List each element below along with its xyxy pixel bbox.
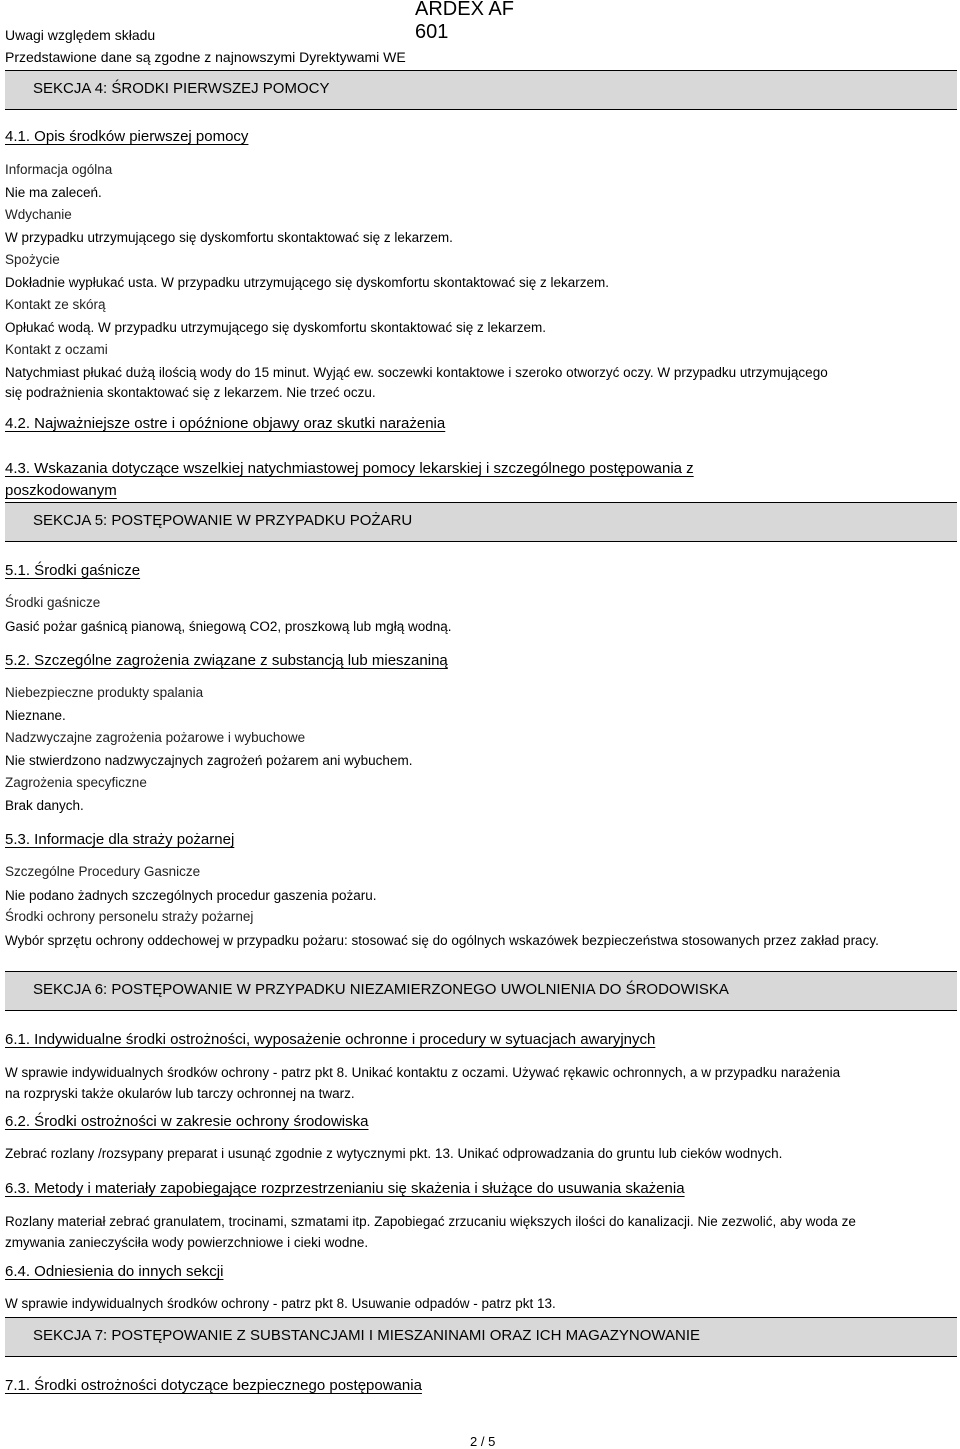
label-general: Informacja ogólna: [5, 162, 113, 177]
header-line-2: Przedstawione dane są zgodne z najnowszymi Dyrektywami WE: [5, 49, 406, 65]
heading-4-3-line-2: poszkodowanym: [5, 482, 117, 499]
label-firefighting-procedures: Szczególne Procedury Gasnicze: [5, 864, 201, 879]
page-number: 2 / 5: [470, 1434, 496, 1449]
text-inhalation: W przypadku utrzymującego się dyskomfortu skontaktować się z lekarzem.: [5, 230, 453, 245]
header-left: [5, 24, 406, 68]
text-eye-contact-1: Natychmiast płukać dużą ilością wody do 15 minut. Wyjąć ew. soczewki kontaktowe i szeroko otworzyć oczy. W przypadku utrzymującego: [5, 365, 828, 380]
heading-4-3-line-1: 4.3. Wskazania dotyczące wszelkiej natychmiastowej pomocy lekarskiej i szczególnego postępowania z: [5, 460, 694, 477]
heading-5-2: 5.2. Szczególne zagrożenia związane z substancją lub mieszaniną: [5, 652, 448, 669]
section-5-band: [5, 502, 957, 542]
text-6-2: Zebrać rozlany /rozsypany preparat i usunąć zgodnie z wytycznymi pkt. 13. Unikać odprowadzania do gruntu lub cieków wodnych.: [5, 1146, 783, 1161]
section-6-title: SEKCJA 6: POSTĘPOWANIE W PRZYPADKU NIEZAMIERZONEGO UWOLNIENIA DO ŚRODOWISKA: [33, 981, 729, 998]
heading-7-1: 7.1. Środki ostrożności dotyczące bezpiecznego postępowania: [5, 1377, 422, 1394]
label-specific-hazards: Zagrożenia specyficzne: [5, 775, 147, 790]
heading-6-2: 6.2. Środki ostrożności w zakresie ochrony środowiska: [5, 1113, 369, 1130]
label-firefighter-protection: Środki ochrony personelu straży pożarnej: [5, 909, 254, 924]
section-4-title: SEKCJA 4: ŚRODKI PIERWSZEJ POMOCY: [33, 80, 330, 97]
heading-5-1: 5.1. Środki gaśnicze: [5, 562, 141, 579]
label-unusual-hazards: Nadzwyczajne zagrożenia pożarowe i wybuchowe: [5, 730, 306, 745]
heading-4-2: 4.2. Najważniejsze ostre i opóźnione objawy oraz skutki narażenia: [5, 415, 446, 432]
label-extinguishing-media: Środki gaśnicze: [5, 595, 101, 610]
label-skin-contact: Kontakt ze skórą: [5, 297, 106, 312]
section-6-band: [5, 971, 957, 1011]
section-4-band: [5, 70, 957, 110]
text-extinguishing-media: Gasić pożar gaśnicą pianową, śniegową CO2, proszkową lub mgłą wodną.: [5, 619, 452, 634]
text-skin-contact: Opłukać wodą. W przypadku utrzymującego się dyskomfortu skontaktować się z lekarzem.: [5, 320, 546, 335]
text-unusual-hazards: Nie stwierdzono nadzwyczajnych zagrożeń pożarem ani wybuchem.: [5, 753, 413, 768]
text-6-1: W sprawie indywidualnych środków ochrony - patrz pkt 8. Unikać kontaktu z oczami. Używać rękawic ochronnych, a w przypadku narażenia na rozpryski także okularów lub tarczy ochronnej na twarz.: [5, 1065, 841, 1101]
text-general: Nie ma zaleceń.: [5, 185, 102, 200]
section-5-title: SEKCJA 5: POSTĘPOWANIE W PRZYPADKU POŻARU: [33, 512, 413, 529]
text-ingestion: Dokładnie wypłukać usta. W przypadku utrzymującego się dyskomfortu skontaktować się z lekarzem.: [5, 275, 609, 290]
header-line-1: Uwagi względem składu: [5, 27, 156, 43]
text-6-4: W sprawie indywidualnych środków ochrony - patrz pkt 8. Usuwanie odpadów - patrz pkt 13.: [5, 1296, 556, 1311]
label-inhalation: Wdychanie: [5, 207, 72, 222]
label-eye-contact: Kontakt z oczami: [5, 342, 108, 357]
heading-6-3: 6.3. Metody i materiały zapobiegające rozprzestrzenianiu się skażenia i służące do usuwania skażenia: [5, 1180, 685, 1197]
label-combustion-products: Niebezpieczne produkty spalania: [5, 685, 204, 700]
section-7-band: [5, 1317, 957, 1357]
label-ingestion: Spożycie: [5, 252, 60, 267]
heading-6-4: 6.4. Odniesienia do innych sekcji: [5, 1263, 224, 1280]
section-7-title: SEKCJA 7: POSTĘPOWANIE Z SUBSTANCJAMI I MIESZANINAMI ORAZ ICH MAGAZYNOWANIE: [33, 1327, 701, 1344]
product-name: ARDEX AF 601: [415, 0, 514, 43]
text-firefighting-procedures: Nie podano żadnych szczególnych procedur gaszenia pożaru.: [5, 888, 377, 903]
heading-6-1: 6.1. Indywidualne środki ostrożności, wyposażenie ochronne i procedury w sytuacjach awaryjnych: [5, 1031, 656, 1048]
text-6-3: Rozlany materiał zebrać granulatem, trocinami, szmatami itp. Zapobiegać zrzucaniu większych ilości do kanalizacji. Nie zezwolić, aby woda ze zmywania zanieczyściła wody powierzchniowe i cieki wodne.: [5, 1214, 856, 1250]
heading-4-1: 4.1. Opis środków pierwszej pomocy: [5, 128, 249, 145]
text-firefighter-protection: Wybór sprzętu ochrony oddechowej w przypadku pożaru: stosować się do ogólnych wskazówek bezpieczeństwa stosowanych przez zakład pracy.: [5, 933, 879, 948]
heading-5-3: 5.3. Informacje dla straży pożarnej: [5, 831, 235, 848]
text-combustion-products: Nieznane.: [5, 708, 66, 723]
text-specific-hazards: Brak danych.: [5, 798, 84, 813]
text-eye-contact-2: się podrażnienia skontaktować się z lekarzem. Nie trzeć oczu.: [5, 385, 376, 400]
